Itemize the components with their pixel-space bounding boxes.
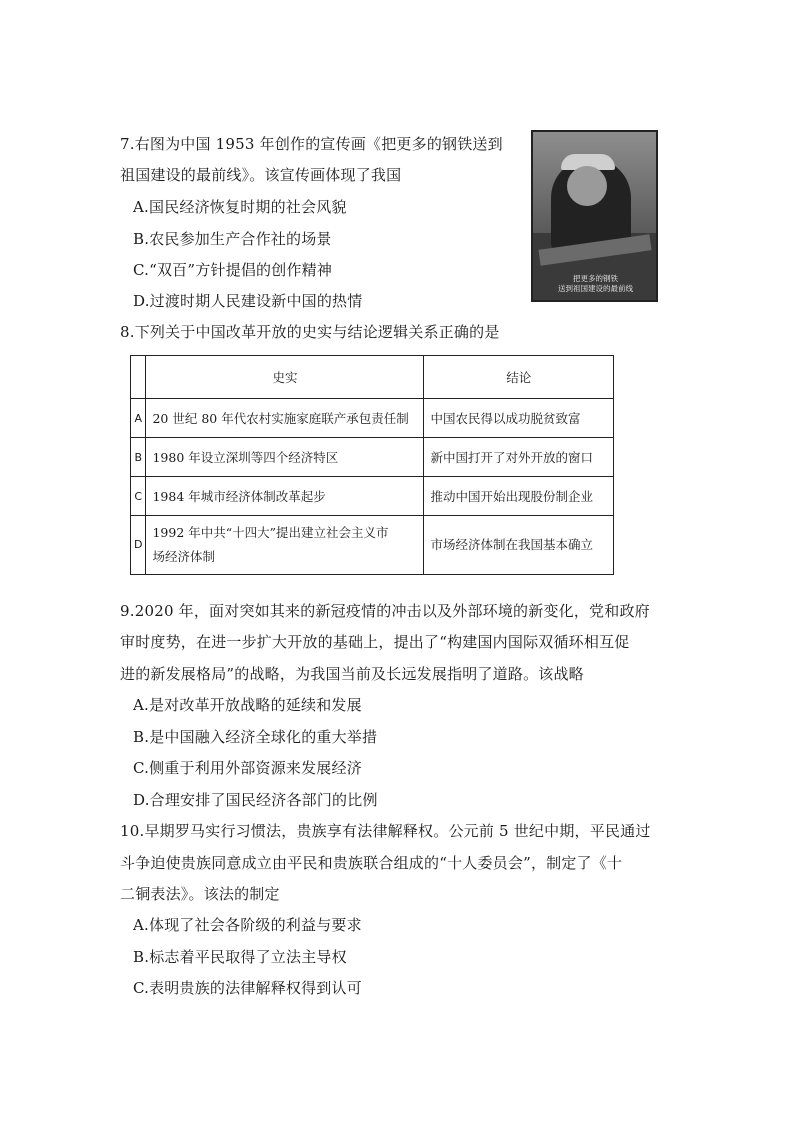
row-conclusion: 中国农民得以成功脱贫致富: [424, 399, 614, 438]
table-header-blank: [131, 356, 146, 399]
q8-table: [130, 355, 614, 575]
q10-option-b[interactable]: B.标志着平民取得了立法主导权: [133, 948, 347, 966]
table-header-row: [131, 356, 614, 399]
table-row: [131, 399, 614, 438]
q9-option-a[interactable]: A.是对改革开放战略的延续和发展: [133, 696, 362, 714]
q7-stem-line2: 祖国建设的最前线》。该宣传画体现了我国: [120, 166, 402, 184]
table-header-fact: 史实: [146, 356, 424, 399]
q8-stem: 8.下列关于中国改革开放的史实与结论逻辑关系正确的是: [120, 323, 500, 341]
q9-option-c[interactable]: C.侧重于利用外部资源来发展经济: [133, 759, 362, 777]
row-conclusion: 推动中国开始出现股份制企业: [424, 477, 614, 516]
row-label: B: [131, 438, 146, 477]
q10-stem-line3: 二铜表法》。该法的制定: [120, 885, 280, 903]
row-conclusion: 新中国打开了对外开放的窗口: [424, 438, 614, 477]
q10-option-c[interactable]: C.表明贵族的法律解释权得到认可: [133, 979, 362, 997]
row-fact: 1980 年设立深圳等四个经济特区: [146, 438, 424, 477]
q10-stem-line1: 10.早期罗马实行习惯法，贵族享有法律解释权。公元前 5 世纪中期，平民通过: [120, 822, 651, 840]
table-row: [131, 477, 614, 516]
table-row: [131, 438, 614, 477]
q7-option-a[interactable]: A.国民经济恢复时期的社会风貌: [133, 198, 347, 216]
row-label: C: [131, 477, 146, 516]
q7-option-d[interactable]: D.过渡时期人民建设新中国的热情: [133, 292, 363, 310]
row-fact-line1: 1992 年中共“十四大”提出建立社会主义市: [152, 525, 389, 540]
propaganda-poster-image: [531, 130, 658, 302]
row-fact: 1984 年城市经济体制改革起步: [146, 477, 424, 516]
row-label: A: [131, 399, 146, 438]
row-fact: 20 世纪 80 年代农村实施家庭联产承包责任制: [146, 399, 424, 438]
row-conclusion: 市场经济体制在我国基本确立: [424, 516, 614, 575]
q7-option-b[interactable]: B.农民参加生产合作社的场景: [133, 230, 332, 248]
q9-stem-line1: 9.2020 年，面对突如其来的新冠疫情的冲击以及外部环境的新变化，党和政府: [120, 602, 650, 620]
q9-stem-line2: 审时度势，在进一步扩大开放的基础上，提出了“构建国内国际双循环相互促: [120, 633, 630, 651]
q9-option-b[interactable]: B.是中国融入经济全球化的重大举措: [133, 728, 378, 746]
poster-caption: 把更多的钢铁 送到祖国建设的最前线: [558, 274, 633, 293]
q7-stem-line1: 7.右图为中国 1953 年创作的宣传画《把更多的钢铁送到: [120, 135, 503, 153]
q10-option-a[interactable]: A.体现了社会各阶级的利益与要求: [133, 916, 362, 934]
q9-option-d[interactable]: D.合理安排了国民经济各部门的比例: [133, 791, 378, 809]
q10-stem-line2: 斗争迫使贵族同意成立由平民和贵族联合组成的“十人委员会”，制定了《十: [120, 854, 623, 872]
row-fact-line2: 场经济体制: [152, 549, 215, 564]
q9-stem-line3: 进的新发展格局”的战略，为我国当前及长远发展指明了道路。该战略: [120, 665, 584, 683]
table-row: [131, 516, 614, 575]
table-header-conclusion: 结论: [424, 356, 614, 399]
q7-option-c[interactable]: C.“双百”方针提倡的创作精神: [133, 261, 333, 279]
row-fact: [146, 516, 424, 575]
row-label: D: [131, 516, 146, 575]
